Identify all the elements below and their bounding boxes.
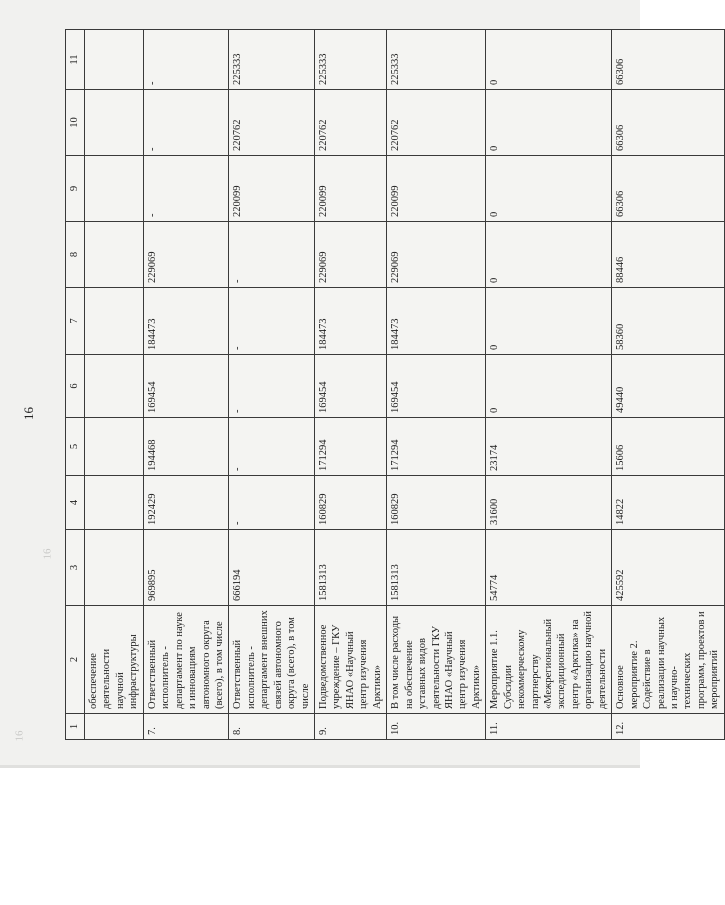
cell-value: - — [229, 222, 315, 288]
cell-value: 184473 — [315, 288, 387, 355]
column-header: 9 — [66, 156, 85, 222]
cell-value — [85, 476, 144, 530]
table-row — [315, 30, 387, 740]
row-index: 8. — [229, 714, 315, 740]
column-header: 11 — [66, 30, 85, 90]
cell-value: 220762 — [315, 90, 387, 156]
rotated-table-container — [21, 30, 721, 740]
cell-value: 171294 — [387, 418, 486, 476]
column-header: 5 — [66, 418, 85, 476]
column-header: 10 — [66, 90, 85, 156]
cell-value — [85, 156, 144, 222]
cell-value: 220762 — [387, 90, 486, 156]
cell-value — [85, 90, 144, 156]
bleed-through-page-number: 16 — [41, 548, 54, 560]
row-index — [85, 714, 144, 740]
column-header: 6 — [66, 355, 85, 418]
cell-value: - — [229, 418, 315, 476]
cell-value: - — [143, 90, 229, 156]
cell-value: 66306 — [612, 30, 725, 90]
bleed-through-page-number-2: 16 — [13, 730, 26, 742]
column-header: 2 — [66, 606, 85, 714]
cell-value: 160829 — [315, 476, 387, 530]
cell-value: 192429 — [143, 476, 229, 530]
cell-value: 169454 — [315, 355, 387, 418]
table-row — [612, 30, 725, 740]
row-name: В том числе расходы на обеспечение уставных видов деятельности ГКУ ЯНАО «Научный центр изучения Арктики» — [387, 606, 486, 714]
cell-value: 220099 — [387, 156, 486, 222]
column-header: 7 — [66, 288, 85, 355]
cell-value: 229069 — [315, 222, 387, 288]
row-name: Подведомственное учреждение – ГКУ ЯНАО «Научный центр изучения Арктики» — [315, 606, 387, 714]
column-header: 3 — [66, 530, 85, 606]
table-row — [387, 30, 486, 740]
cell-value: 169454 — [387, 355, 486, 418]
table-row — [85, 30, 144, 740]
cell-value: 184473 — [387, 288, 486, 355]
row-name: обеспечение деятельности научной инфраструктуры — [85, 606, 144, 714]
cell-value: 225333 — [229, 30, 315, 90]
row-index: 7. — [143, 714, 229, 740]
cell-value — [85, 30, 144, 90]
column-header: 4 — [66, 476, 85, 530]
cell-value: 184473 — [143, 288, 229, 355]
cell-value: 0 — [486, 156, 612, 222]
cell-value: 66306 — [612, 90, 725, 156]
cell-value — [85, 530, 144, 606]
column-header: 1 — [66, 714, 85, 740]
cell-value: 14822 — [612, 476, 725, 530]
cell-value: 15606 — [612, 418, 725, 476]
cell-value: 969895 — [143, 530, 229, 606]
column-header: 8 — [66, 222, 85, 288]
table-row — [229, 30, 315, 740]
row-index: 9. — [315, 714, 387, 740]
cell-value: 1581313 — [315, 530, 387, 606]
cell-value: 229069 — [387, 222, 486, 288]
row-index: 11. — [486, 714, 612, 740]
cell-value: 1581313 — [387, 530, 486, 606]
cell-value: 225333 — [387, 30, 486, 90]
cell-value: 0 — [486, 30, 612, 90]
row-index: 12. — [612, 714, 725, 740]
cell-value: - — [143, 30, 229, 90]
table-row — [143, 30, 229, 740]
cell-value: 220099 — [315, 156, 387, 222]
cell-value — [85, 288, 144, 355]
cell-value: 220762 — [229, 90, 315, 156]
row-name: Основное мероприятие 2. Содействие в реализации научных и научно-технических программ, проектов и мероприятий — [612, 606, 725, 714]
header-row — [66, 30, 85, 740]
cell-value — [85, 222, 144, 288]
cell-value: 0 — [486, 288, 612, 355]
cell-value: 425592 — [612, 530, 725, 606]
cell-value: 31600 — [486, 476, 612, 530]
cell-value: 169454 — [143, 355, 229, 418]
cell-value: 666194 — [229, 530, 315, 606]
cell-value: 88446 — [612, 222, 725, 288]
cell-value: 0 — [486, 355, 612, 418]
cell-value: - — [229, 476, 315, 530]
row-name: Ответственный исполнитель - департамент по науке и инновациям автономного округа (всего), в том числе — [143, 606, 229, 714]
cell-value: 171294 — [315, 418, 387, 476]
row-name: Ответственный исполнитель - департамент внешних связей автономного округа (всего), в том числе — [229, 606, 315, 714]
cell-value: 23174 — [486, 418, 612, 476]
cell-value: 220099 — [229, 156, 315, 222]
cell-value: 229069 — [143, 222, 229, 288]
table-row — [486, 30, 612, 740]
page-number: 16 — [21, 407, 36, 420]
budget-table — [65, 29, 725, 740]
cell-value: 0 — [486, 222, 612, 288]
cell-value: 194468 — [143, 418, 229, 476]
cell-value: - — [229, 355, 315, 418]
cell-value — [85, 418, 144, 476]
cell-value: 160829 — [387, 476, 486, 530]
cell-value: 49440 — [612, 355, 725, 418]
cell-value: 225333 — [315, 30, 387, 90]
cell-value: - — [229, 288, 315, 355]
cell-value: 66306 — [612, 156, 725, 222]
cell-value: 58360 — [612, 288, 725, 355]
cell-value: 54774 — [486, 530, 612, 606]
row-name: Мероприятие 1.1. Субсидии некоммерческому партнерству «Межрегиональный экспедиционный центр «Арктика» на организацию научной деятельности — [486, 606, 612, 714]
cell-value: 0 — [486, 90, 612, 156]
row-index: 10. — [387, 714, 486, 740]
cell-value — [85, 355, 144, 418]
cell-value: - — [143, 156, 229, 222]
